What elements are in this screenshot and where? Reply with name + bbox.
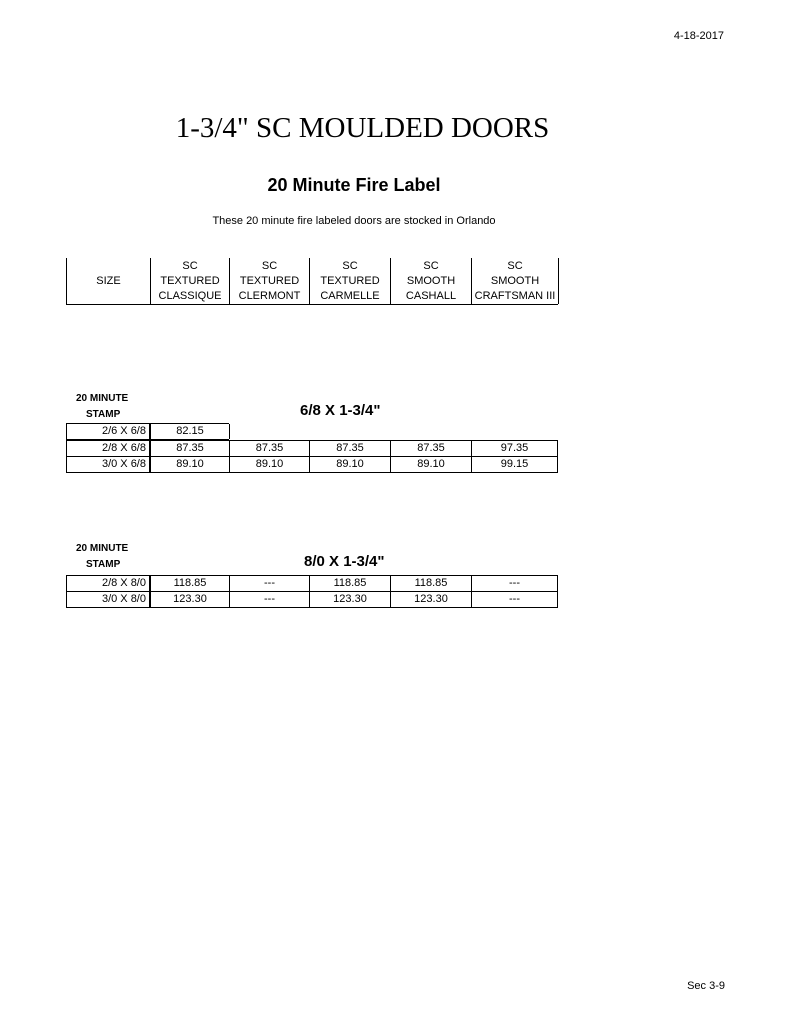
header-col-clermont <box>230 258 310 304</box>
price-table-header <box>66 258 558 305</box>
row-value: 82.15 <box>151 424 230 439</box>
row-size: 3/0 X 6/8 <box>67 457 151 472</box>
row-value: 118.85 <box>310 576 391 591</box>
header-col-carmelle <box>310 258 391 304</box>
header-line: SC <box>507 260 523 272</box>
table-row <box>66 423 229 440</box>
row-value: --- <box>472 576 558 591</box>
row-value: --- <box>472 592 558 607</box>
stamp-label-line1: 20 MINUTE <box>76 393 129 404</box>
header-line: SC <box>342 260 358 272</box>
row-value: 87.35 <box>310 441 391 456</box>
header-line: TEXTURED <box>320 275 380 287</box>
stamp-label-line1: 20 MINUTE <box>76 543 129 554</box>
header-line: CASHALL <box>405 290 457 302</box>
header-col-craftsman <box>472 258 559 304</box>
row-value: 89.10 <box>151 457 230 472</box>
header-line: TEXTURED <box>239 275 300 287</box>
row-value: 89.10 <box>230 457 310 472</box>
header-line: SMOOTH <box>490 275 540 287</box>
row-value: 97.35 <box>472 441 558 456</box>
row-value: 123.30 <box>151 592 230 607</box>
row-value: 89.10 <box>310 457 391 472</box>
header-line: CLASSIQUE <box>158 290 222 302</box>
header-line: SC <box>261 260 278 272</box>
stamp-label-line2: STAMP <box>86 559 121 570</box>
page-subtitle: 20 Minute Fire Label <box>267 175 441 195</box>
document-date: 4-18-2017 <box>673 30 724 42</box>
row-value: 89.10 <box>391 457 472 472</box>
row-value: 118.85 <box>391 576 472 591</box>
row-value: --- <box>230 592 310 607</box>
row-value: 118.85 <box>151 576 230 591</box>
row-value: 87.35 <box>230 441 310 456</box>
header-line: CRAFTSMAN III <box>474 290 556 302</box>
section-title-8-0: 8/0 X 1-3/4" <box>304 553 385 570</box>
row-value: 87.35 <box>391 441 472 456</box>
row-size: 3/0 X 8/0 <box>67 592 151 607</box>
header-line: TEXTURED <box>160 275 220 287</box>
section-title-6-8: 6/8 X 1-3/4" <box>300 402 381 419</box>
table-row-group <box>66 440 558 473</box>
header-line: CARMELLE <box>320 290 380 302</box>
stock-note: These 20 minute fire labeled doors are stocked in Orlando <box>212 215 496 227</box>
row-size: 2/8 X 8/0 <box>67 576 151 591</box>
row-value: 87.35 <box>151 441 230 456</box>
row-value: --- <box>230 576 310 591</box>
header-line: SC <box>182 260 198 272</box>
page-title: 1-3/4" SC MOULDED DOORS <box>175 112 550 144</box>
row-value: 123.30 <box>310 592 391 607</box>
stamp-label-line2: STAMP <box>86 409 121 420</box>
row-size: 2/8 X 6/8 <box>67 441 151 456</box>
header-col-classique <box>151 258 230 304</box>
table-row-group <box>66 575 558 608</box>
header-line: SC <box>423 260 439 272</box>
header-line: CLERMONT <box>238 290 301 302</box>
row-size: 2/6 X 6/8 <box>67 424 151 439</box>
header-line: SMOOTH <box>406 275 456 287</box>
header-size: SIZE <box>67 258 151 304</box>
row-value: 123.30 <box>391 592 472 607</box>
section-number: Sec 3-9 <box>687 980 725 992</box>
row-value: 99.15 <box>472 457 558 472</box>
header-col-cashall <box>391 258 472 304</box>
